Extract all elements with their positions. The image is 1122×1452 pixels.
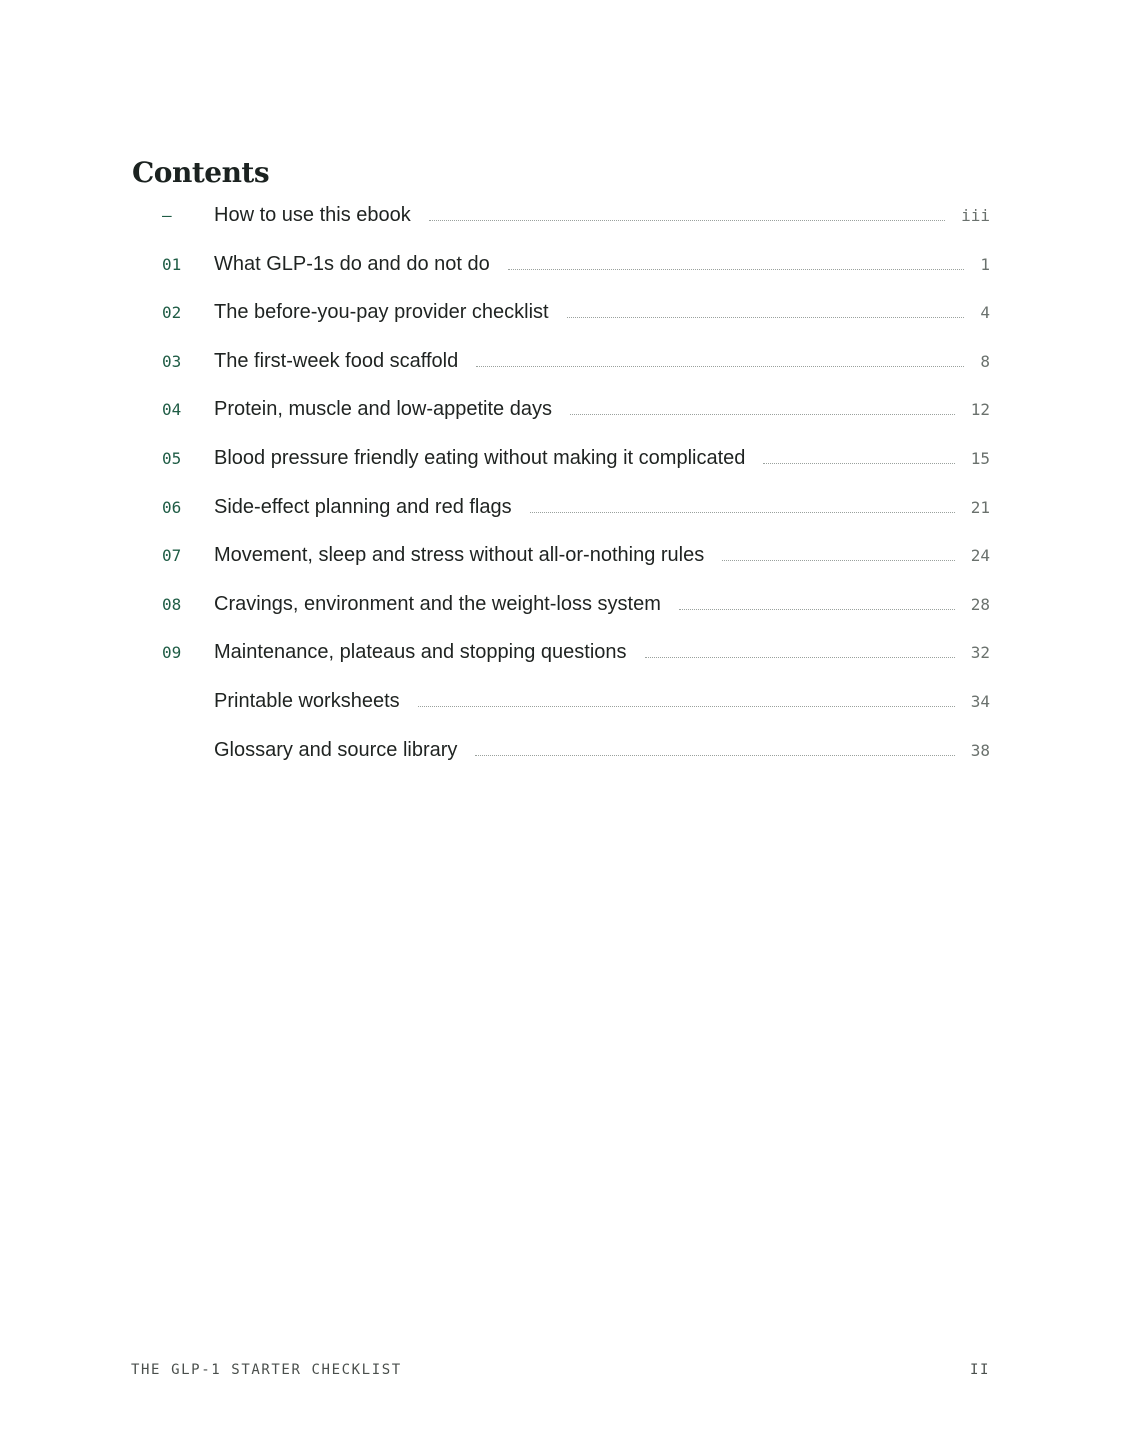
toc-entry-title: What GLP-1s do and do not do: [214, 252, 490, 275]
dot-leader: [679, 609, 955, 610]
toc-entry[interactable]: [132, 204, 990, 253]
toc-entry[interactable]: [132, 739, 990, 788]
toc-entry-title: Maintenance, plateaus and stopping questions: [214, 641, 627, 664]
footer-book-title: THE GLP-1 STARTER CHECKLIST: [131, 1362, 402, 1378]
contents-title: Contents: [132, 156, 270, 189]
toc-entry-page: 24: [970, 546, 990, 566]
toc-entry[interactable]: [132, 544, 990, 593]
toc-entry-number: 01: [162, 254, 182, 274]
toc-entry-title: The first-week food scaffold: [214, 349, 459, 372]
toc-entry-title: Glossary and source library: [214, 738, 458, 761]
toc-entry[interactable]: [132, 301, 990, 350]
toc-entry-title: Side-effect planning and red flags: [214, 495, 512, 518]
dot-leader: [429, 220, 945, 221]
toc-entry[interactable]: [132, 253, 990, 302]
toc-entry-number: –: [162, 206, 172, 225]
toc-entry-title: Protein, muscle and low-appetite days: [214, 398, 552, 421]
toc-entry[interactable]: [132, 398, 990, 447]
toc-entry-number: 08: [162, 594, 182, 614]
toc-entry-page: 15: [970, 448, 990, 468]
toc-entry-page: iii: [961, 206, 990, 225]
toc-entry-number: 03: [162, 351, 182, 371]
toc-entry-page: 21: [970, 497, 990, 517]
toc-entry-number: 09: [162, 643, 182, 663]
dot-leader: [530, 512, 955, 513]
toc-entry-number: 05: [162, 448, 182, 468]
toc-entry[interactable]: [132, 496, 990, 545]
toc-entry[interactable]: [132, 690, 990, 739]
toc-entry-page: 32: [970, 643, 990, 663]
toc-entry-number: 04: [162, 400, 182, 420]
dot-leader: [570, 414, 955, 415]
toc-entry-page: 12: [970, 400, 990, 420]
dot-leader: [508, 269, 965, 270]
toc-entry-title: Cravings, environment and the weight-loss system: [214, 592, 661, 615]
toc-entry-title: Printable worksheets: [214, 689, 400, 712]
toc-entry-title: The before-you-pay provider checklist: [214, 301, 549, 324]
toc-entry-number: 07: [162, 546, 182, 566]
toc-entry-page: 4: [980, 303, 990, 323]
toc-entry-page: 38: [970, 740, 990, 760]
dot-leader: [645, 657, 955, 658]
footer-page-number: II: [969, 1362, 990, 1378]
toc-entry-title: Blood pressure friendly eating without making it complicated: [214, 446, 746, 469]
toc-entry-page: 28: [970, 594, 990, 614]
dot-leader: [567, 317, 965, 318]
toc-entry[interactable]: [132, 641, 990, 690]
table-of-contents: [132, 204, 990, 787]
toc-entry-title: How to use this ebook: [214, 204, 411, 226]
dot-leader: [418, 706, 955, 707]
dot-leader: [475, 755, 954, 756]
dot-leader: [763, 463, 954, 464]
toc-entry-page: 1: [980, 254, 990, 274]
toc-entry[interactable]: [132, 447, 990, 496]
toc-entry-page: 34: [970, 691, 990, 711]
toc-entry-number: 06: [162, 497, 182, 517]
dot-leader: [476, 366, 964, 367]
toc-entry-title: Movement, sleep and stress without all-or-nothing rules: [214, 544, 705, 567]
dot-leader: [722, 560, 955, 561]
toc-entry[interactable]: [132, 593, 990, 642]
toc-entry-page: 8: [980, 351, 990, 371]
toc-entry[interactable]: [132, 350, 990, 399]
toc-entry-number: 02: [162, 303, 182, 323]
